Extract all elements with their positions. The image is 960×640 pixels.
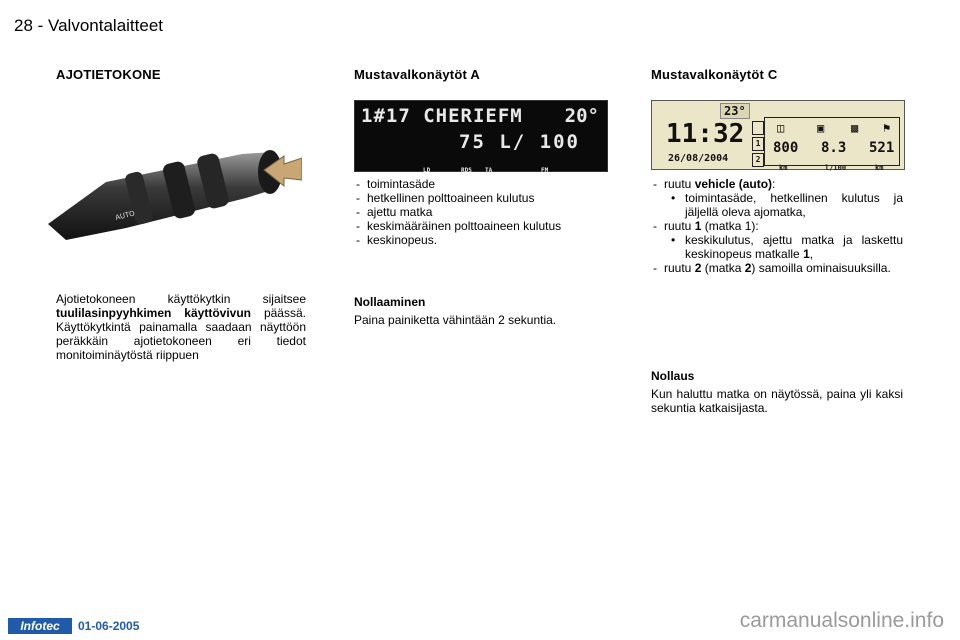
sub-list-item: • toimintasäde, hetkellinen kulutus ja jäljellä oleva ajomatka, [651, 191, 903, 219]
display-c-list [651, 177, 903, 275]
infotec-logo: Infotec [8, 618, 72, 634]
indicator-rds: RDS [461, 167, 472, 174]
section-heading-trip-computer: AJOTIETOKONE [56, 67, 161, 82]
item-bold: 2 [694, 261, 702, 275]
display-c-temperature: 23° [720, 103, 750, 119]
section-heading-display-a: Mustavalkonäytöt A [354, 67, 480, 82]
item-bold-2: 2 [744, 261, 752, 275]
tab-trip-1: 1 [752, 137, 764, 151]
display-c-tabs [752, 121, 762, 169]
fuel-gauge-icon: ▩ [851, 121, 859, 135]
item-text-end: (matka 1): [701, 219, 759, 233]
unit-km: km [779, 164, 788, 172]
reset-heading-c: Nollaus [651, 369, 695, 383]
sub-item-text: keskikulutus, ajettu matka ja laskettu keskinopeus matkalle [685, 233, 903, 261]
item-text: ruutu [664, 261, 695, 275]
display-a-list [354, 177, 606, 247]
section-heading-display-c: Mustavalkonäytöt C [651, 67, 778, 82]
unit-km-2: km [875, 164, 884, 172]
list-item: - hetkellinen polttoaineen kulutus [354, 191, 606, 205]
indicator-ta: TA [485, 167, 493, 174]
fuel-pump-icon: ▣ [817, 121, 825, 135]
list-item: - toimintasäde [354, 177, 606, 191]
sub-list-item [651, 233, 903, 261]
list-item [651, 219, 903, 261]
description-bold: tuulilasinpyyhkimen käyttövivun [56, 306, 251, 320]
indicator-ld: LD [423, 167, 431, 174]
watermark-text: carmanualsonline.info [739, 609, 944, 632]
value-range: 800 [773, 140, 799, 156]
flag-icon: ⚑ [883, 121, 891, 135]
description-text: Ajotietokoneen käyttökytkin sijaitsee [56, 292, 306, 306]
item-text-mid: (matka [701, 261, 745, 275]
footer-date: 01-06-2005 [78, 619, 140, 633]
sub-item-bold: 1 [803, 247, 810, 261]
indicator-fm: FM [541, 167, 549, 174]
car-icon: ◫ [777, 121, 785, 135]
trip-computer-description [56, 292, 306, 362]
list-item: - ajettu matka [354, 205, 606, 219]
unit-l100: l/100 [825, 164, 847, 172]
svg-text:AUTO: AUTO [114, 209, 136, 222]
list-item: - keskinopeus. [354, 233, 606, 247]
display-a-radio-line: 1#17 CHERIEFM [361, 105, 523, 127]
display-a-consumption: 75 L/ 100 [459, 131, 580, 153]
sub-item-text-end: , [809, 247, 814, 261]
description-text-end: päässä. Käyttökytkintä painamalla saadaan näyttöön peräkkäin ajotietokoneen eri tiedot monitoiminäytöstä riippuen [56, 306, 306, 362]
list-item [651, 261, 903, 275]
display-a-image [354, 100, 608, 172]
tab-trip-2: 2 [752, 153, 764, 167]
value-distance: 521 [869, 140, 895, 156]
item-bold: vehicle (auto) [694, 177, 773, 191]
display-a-temperature: 20° [564, 105, 599, 127]
sub-list [651, 233, 903, 261]
display-c-image [651, 100, 905, 170]
item-bold: 1 [694, 219, 702, 233]
wiper-stalk-illustration [46, 128, 302, 240]
value-consumption: 8.3 [821, 140, 847, 156]
tab-vehicle [752, 121, 764, 135]
item-text-end: : [772, 177, 776, 191]
item-text: ruutu [664, 219, 695, 233]
reset-text-a: Paina painiketta vähintään 2 sekuntia. [354, 313, 557, 327]
display-c-time: 11:32 [666, 119, 745, 149]
item-text-end: ) samoilla ominaisuuksilla. [751, 261, 891, 275]
list-item [651, 177, 903, 219]
item-text: ruutu [664, 177, 695, 191]
display-c-panel [764, 117, 900, 172]
sub-list [651, 191, 903, 219]
page-title: 28 - Valvontalaitteet [14, 16, 163, 35]
display-c-date: 26/08/2004 [668, 153, 729, 164]
reset-heading-a: Nollaaminen [354, 295, 426, 309]
list-item: - keskimääräinen polttoaineen kulutus [354, 219, 606, 233]
reset-text-c: Kun haluttu matka on näytössä, paina yli kaksi sekuntia katkaisijasta. [651, 387, 903, 415]
